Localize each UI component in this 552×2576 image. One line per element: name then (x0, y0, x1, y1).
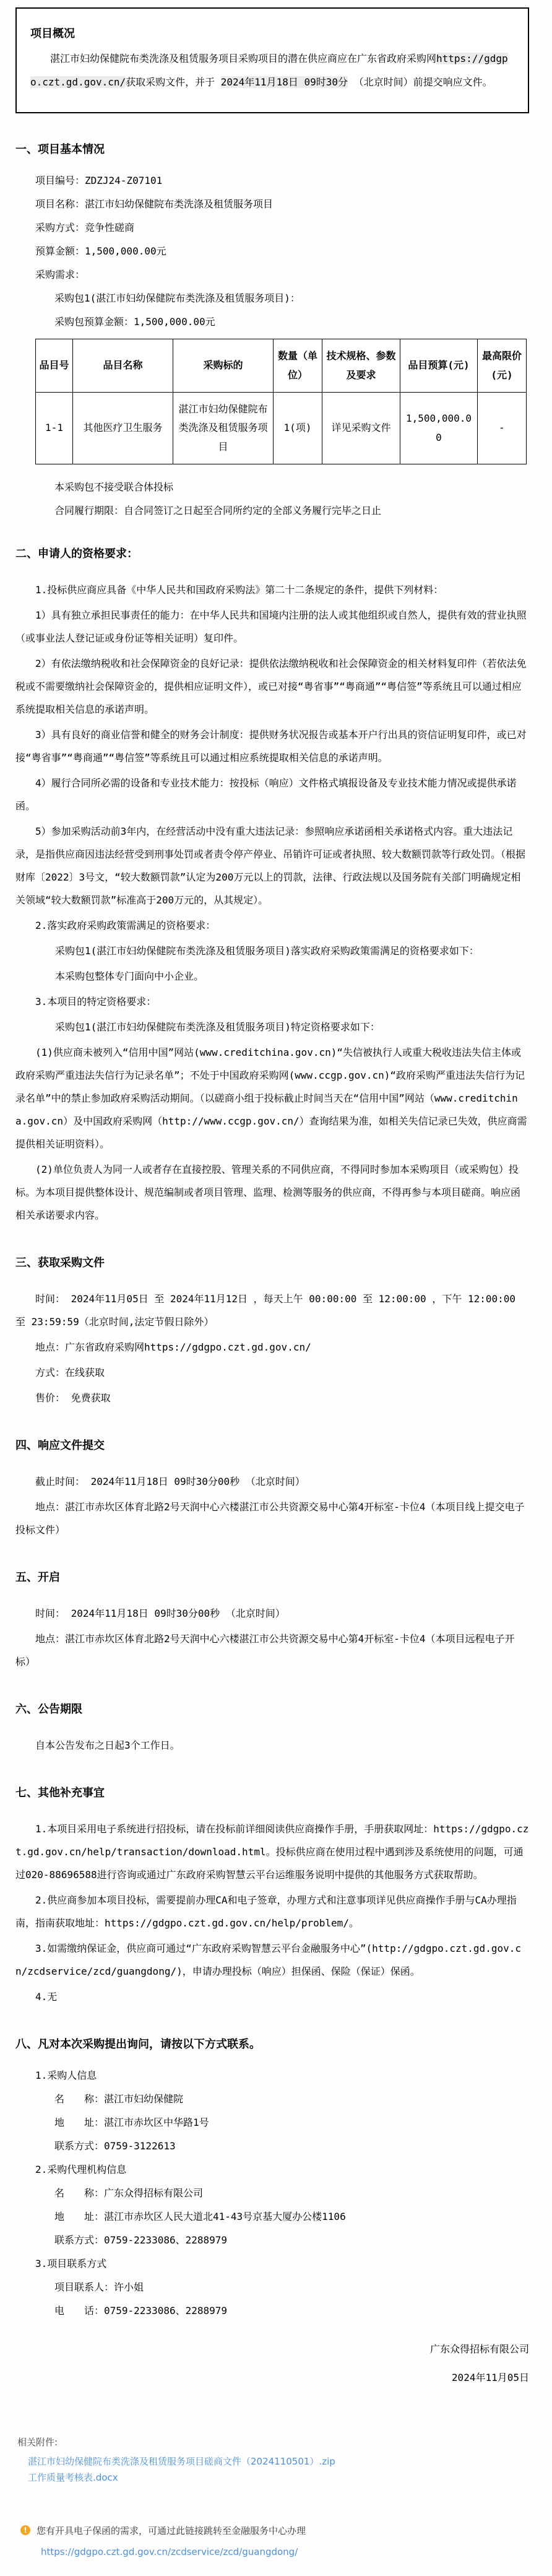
qualification-para: 采购包1(湛江市妇幼保健院布类洗涤及租赁服务项目)特定资格要求如下： (55, 1021, 380, 1033)
qualification-para: 采购包1(湛江市妇幼保健院布类洗涤及租赁服务项目)落实政府采购政策需满足的资格要求如下： (55, 945, 479, 957)
table-row (36, 392, 527, 464)
supplement-item: 3.如需缴纳保证金，供应商可通过“广东政府采购智慧云平台金融服务中心”(http://gdgpo.czt.gd.gov.cn/zcdservice/zcd/guangdong/)，申请办理投标（响应）担保函、保险（保证）保函。 (15, 1943, 521, 1978)
qualification-para: (1)供应商未被列入“信用中国”网站(www.creditchina.gov.cn)“失信被执行人或重大税收违法失信主体或政府采购严重违法失信行为记录名单”；不处于中国政府采购网(www.ccgp.gov.cn)“政府采购严重违法失信行为记录名单”中的禁止参加政府采购活动期间。（以磋商小组于投标截止时间当天在“信用中国”网站（www.creditchina.gov.cn）及中国政府采购网（http://www.ccgp.gov.cn/）查询结果为准，如相关失信记录已失效，供应商需提供相关证明资料）。 (15, 1046, 527, 1151)
section-supplement-heading: 七、其他补充事宜 (15, 1786, 105, 1800)
notice-text: 您有开具电子保函的需求，可通过此链接跳转至金融服务中心办理 (37, 2525, 306, 2537)
section-contact-heading: 八、凡对本次采购提出询问，请按以下方式联系。 (15, 2038, 261, 2052)
procurement-method: 采购方式：竞争性磋商 (35, 222, 135, 234)
cell-specs: 详见采购文件 (322, 392, 400, 464)
agency-phone: 联系方式：0759-2233086、2288979 (54, 2234, 228, 2247)
section-obtain-documents-heading: 三、获取采购文件 (15, 1256, 105, 1270)
submission-place: 地点：湛江市赤坎区体育北路2号天润中心六楼湛江市公共资源交易中心第4开标室-卡位4（本项目线上提交电子投标文件） (15, 1501, 525, 1536)
section-announcement-period-heading: 六、公告期限 (15, 1703, 82, 1717)
cell-item-name: 其他医疗卫生服务 (73, 392, 173, 464)
submission-deadline-line: 截止时间： 2024年11月18日 09时30分00秒 （北京时间） (35, 1476, 305, 1488)
signature-company: 广东众得招标有限公司 (429, 2343, 529, 2356)
qualification-para: 5）参加采购活动前3年内，在经营活动中没有重大违法记录：参照响应承诺函相关承诺格式内容。重大违法记录，是指供应商因违法经营受到刑事处罚或者责令停产停业、吊销许可证或者执照、较大数额罚款等行政处罚。（根据财库〔2022〕3号文，“较大数额罚款”认定为200万元以上的罚款，法律、行政法规以及国务院有关部门明确规定相关领域“较大数额罚款”标准高于200万元的，从其规定）。 (15, 825, 526, 907)
signature-block (15, 2335, 529, 2392)
qualification-para: 3.本项目的特定资格要求： (35, 996, 157, 1008)
procurement-site-url: https://gdgpo.czt.gd.gov.cn/ (30, 53, 508, 88)
purchaser-info-title: 1.采购人信息 (35, 2069, 97, 2082)
obtain-place: 地点：广东省政府采购网https://gdgpo.czt.gd.gov.cn/ (35, 1341, 311, 1354)
cell-item-budget: 1,500,000.00 (400, 392, 478, 464)
cell-price-cap: - (478, 392, 527, 464)
attachment-link-zip[interactable]: 湛江市妇幼保健院布类洗涤及租赁服务项目磋商文件（2024110501）.zip (28, 2456, 335, 2468)
purchaser-name: 名 称：湛江市妇幼保健院 (54, 2093, 184, 2105)
obtain-price: 售价： 免费获取 (35, 1392, 111, 1404)
cell-subject: 湛江市妇幼保健院布类洗涤及租赁服务项目 (173, 392, 274, 464)
package-budget: 采购包预算金额：1,500,000.00元 (54, 316, 215, 328)
attachments-label: 相关附件: (17, 2437, 58, 2448)
demand-label: 采购需求： (35, 269, 85, 281)
e-guarantee-notice (20, 2524, 529, 2576)
agency-name: 名 称：广东众得招标有限公司 (54, 2187, 204, 2200)
col-price-cap: 最高限价(元) (478, 339, 527, 393)
opening-time: 时间： 2024年11月18日 09时30分00秒 （北京时间） (35, 1608, 285, 1620)
qualification-para: 3）具有良好的商业信誉和健全的财务会计制度：提供财务状况报告或基本开户行出具的资信证明复印件，或已对接“粤省事”“粤商通”“粤信签”等系统且可以通过相应系统提取相关信息的承诺声明。 (15, 729, 527, 764)
overview-title: 项目概况 (30, 27, 75, 40)
project-contact-person: 项目联系人：许小姐 (54, 2281, 144, 2294)
items-table-header-row (36, 339, 527, 393)
attachments-section (15, 2435, 529, 2486)
financial-service-center-link[interactable]: https://gdgpo.czt.gd.gov.cn/zcdservice/zcd/guangdong/ (41, 2546, 298, 2558)
items-table (35, 339, 527, 464)
overview-paragraph (30, 47, 514, 94)
col-quantity: 数量（单位） (274, 339, 322, 393)
supplement-item: 2.供应商参加本项目投标，需要提前办理CA和电子签章，办理方式和注意事项详见供应商操作手册与CA办理指南，指南获取地址：https://gdgpo.czt.gd.gov.cn/help/problem/。 (15, 1894, 517, 1930)
qualification-para: 2.落实政府采购政策需满足的资格要求： (35, 920, 216, 932)
no-joint-bid-note: 本采购包不接受联合体投标 (54, 481, 174, 494)
signature-date: 2024年11月05日 (451, 2372, 529, 2384)
cell-quantity: 1(项) (274, 392, 322, 464)
section-opening-heading: 五、开启 (15, 1571, 60, 1585)
col-specs: 技术规格、参数及要求 (322, 339, 400, 393)
project-name: 项目名称：湛江市妇幼保健院布类洗涤及租赁服务项目 (35, 198, 274, 211)
section-submission-heading: 四、响应文件提交 (15, 1439, 105, 1453)
project-contact-title: 3.项目联系方式 (35, 2258, 107, 2270)
overview-tail-text: （北京时间）前提交响应文件。 (348, 76, 493, 88)
section-qualification-heading: 二、申请人的资格要求： (15, 547, 138, 561)
qualification-para: (2)单位负责人为同一人或者存在直接控股、管理关系的不同供应商，不得同时参加本采购项目（或采购包）投标。为本项目提供整体设计、规范编制或者项目管理、监理、检测等服务的供应商，不得再参与本项目磋商。响应函相关承诺要求内容。 (15, 1164, 521, 1222)
qualification-para: 2）有依法缴纳税收和社会保障资金的良好记录：提供依法缴纳税收和社会保障资金的相关材料复印件（若依法免税或不需要缴纳社会保障资金的，提供相应证明文件），或已对接“粤省事”“粤商通”“粤信签”等系统且可以通过相应系统提取相关信息的承诺声明。 (15, 658, 527, 716)
overview-mid-text: 获取采购文件，并于 (126, 76, 221, 88)
opening-place: 地点：湛江市赤坎区体育北路2号天润中心六楼湛江市公共资源交易中心第4开标室-卡位4（本项目远程电子开标） (15, 1633, 515, 1668)
attachment-link-docx[interactable]: 工作质量考核表.docx (28, 2472, 118, 2484)
col-item-no: 品目号 (36, 339, 73, 393)
agency-info-title: 2.采购代理机构信息 (35, 2164, 127, 2176)
project-number: 项目编号：ZDZJ24-Z07101 (35, 175, 163, 187)
contract-term: 合同履行期限：自合同签订之日起至合同所约定的全部义务履行完毕之日止 (54, 505, 382, 517)
purchaser-phone: 联系方式：0759-3122613 (54, 2140, 176, 2152)
warning-icon: ! (20, 2525, 30, 2535)
announcement-period-body: 自本公告发布之日起3个工作日。 (35, 1739, 180, 1752)
cell-item-no: 1-1 (36, 392, 73, 464)
submission-deadline: 2024年11月18日 09时30分 (220, 76, 348, 88)
col-subject: 采购标的 (173, 339, 274, 393)
qualification-para: 1）具有独立承担民事责任的能力：在中华人民共和国境内注册的法人或其他组织或自然人，提供有效的营业执照（或事业法人登记证或身份证等相关证明）复印件。 (15, 609, 527, 645)
purchaser-address: 地 址：湛江市赤坎区中华路1号 (54, 2117, 209, 2129)
qualification-para: 1.投标供应商应具备《中华人民共和国政府采购法》第二十二条规定的条件，提供下列材料： (35, 584, 444, 596)
supplement-item: 4.无 (35, 1991, 58, 2003)
overview-intro-text: 湛江市妇幼保健院布类洗涤及租赁服务项目采购项目的潜在供应商应在广东省政府采购网 (50, 53, 437, 64)
section-basic-info-heading: 一、项目基本情况 (15, 143, 105, 157)
col-item-budget: 品目预算(元) (400, 339, 478, 393)
project-contact-phone: 电 话：0759-2233086、2288979 (54, 2305, 228, 2317)
qualification-para: 4）履行合同所必需的设备和专业技术能力：按投标（响应）文件格式填报设备及专业技术能力情况或提供承诺函。 (15, 777, 517, 812)
qualification-para: 本采购包整体专门面向中小企业。 (55, 970, 204, 983)
obtain-time: 时间： 2024年11月05日 至 2024年11月12日 ，每天上午 00:00:00 至 12:00:00 ，下午 12:00:00 至 23:59:59（北京时间,法定节假日除外） (15, 1293, 516, 1328)
project-overview-box (15, 7, 529, 113)
supplement-item: 1.本项目采用电子系统进行招投标，请在投标前详细阅读供应商操作手册，手册获取网址：https://gdgpo.czt.gd.gov.cn/help/transaction/download.html。投标供应商在使用过程中遇到涉及系统使用的问题，可通过020-88696588进行咨询或通过广东政府采购智慧云平台运维服务说明中提供的其他服务方式获取帮助。 (15, 1823, 529, 1881)
budget-amount: 预算金额：1,500,000.00元 (35, 245, 166, 258)
package-line: 采购包1(湛江市妇幼保健院布类洗涤及租赁服务项目)： (54, 292, 300, 305)
col-item-name: 品目名称 (73, 339, 173, 393)
obtain-way: 方式：在线获取 (35, 1367, 105, 1379)
agency-address: 地 址：湛江市赤坎区人民大道北41-43号京基大厦办公楼1106 (54, 2211, 346, 2223)
